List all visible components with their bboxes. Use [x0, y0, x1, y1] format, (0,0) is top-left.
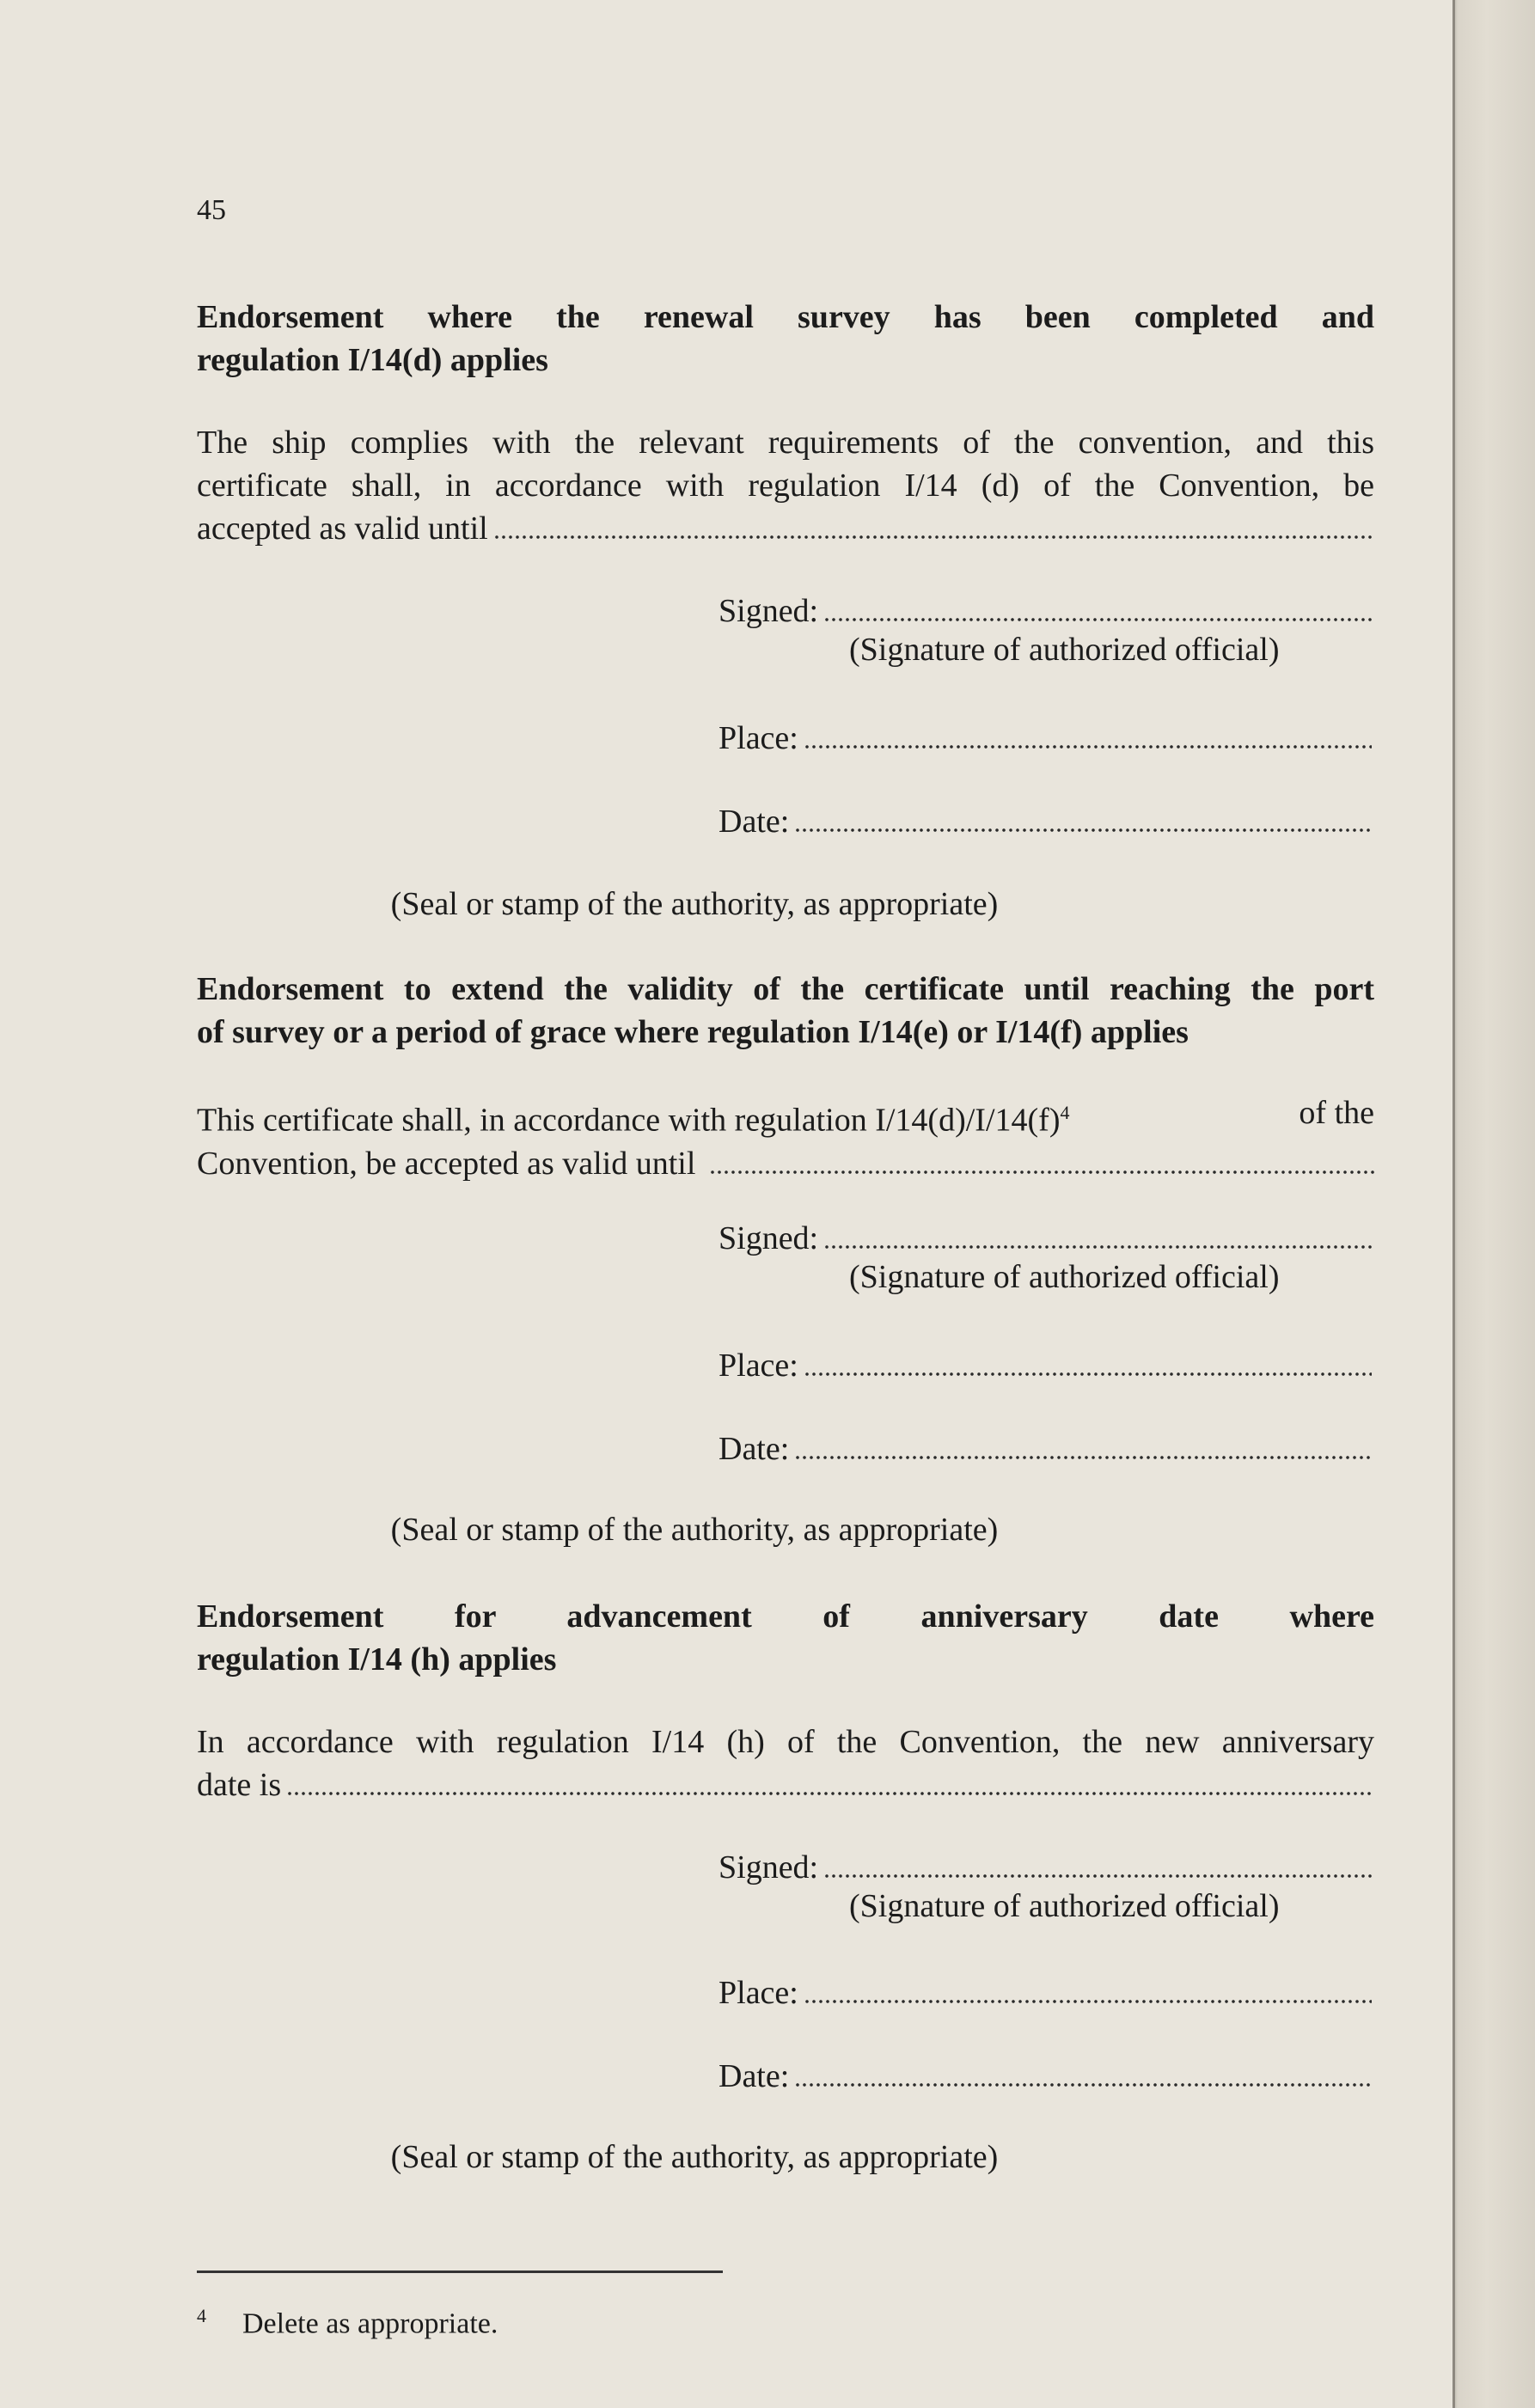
date-label: Date: — [719, 2058, 790, 2094]
valid-until-field[interactable] — [197, 507, 1374, 550]
heading-line: regulation I/14(d) applies — [197, 342, 548, 378]
section-paragraph — [197, 1720, 1374, 1806]
signed-label: Signed: — [719, 593, 819, 629]
dotted-fill-line — [823, 1873, 1372, 1879]
signed-field[interactable] — [719, 590, 1372, 633]
para-line: The ship complies with the relevant requirements of the convention, and this — [197, 425, 1374, 461]
page-number: 45 — [197, 194, 226, 226]
date-field[interactable] — [719, 800, 1372, 843]
section-heading — [197, 296, 1374, 382]
signature-caption: (Signature of authorized official) — [849, 1259, 1280, 1295]
dotted-fill-line — [804, 744, 1372, 749]
footnote — [197, 2305, 498, 2340]
date-label: Date: — [719, 1431, 790, 1467]
dotted-fill-line — [823, 617, 1372, 622]
signature-caption: (Signature of authorized official) — [849, 632, 1280, 668]
signed-label: Signed: — [719, 1220, 819, 1256]
seal-caption: (Seal or stamp of the authority, as appropriate) — [390, 1512, 999, 1548]
heading-line: Endorsement where the renewal survey has been completed and — [197, 299, 1374, 335]
footnote-ref: 4 — [1060, 1102, 1070, 1123]
heading-line: Endorsement for advancement of anniversary date where — [197, 1598, 1374, 1635]
date-label: Date: — [719, 804, 790, 840]
dotted-fill-line — [709, 1170, 1374, 1175]
dotted-fill-line — [794, 828, 1372, 833]
dotted-fill-line — [286, 1791, 1374, 1796]
anniversary-date-field[interactable] — [197, 1763, 1374, 1806]
signature-caption: (Signature of authorized official) — [849, 1888, 1280, 1924]
section-extend-validity — [197, 968, 1374, 1054]
para-line: In accordance with regulation I/14 (h) of the Convention, the new anniversary — [197, 1724, 1374, 1760]
field-label: date is — [197, 1767, 282, 1803]
place-label: Place: — [719, 1348, 798, 1384]
section-heading — [197, 968, 1374, 1054]
signed-field[interactable] — [719, 1846, 1372, 1889]
signed-field[interactable] — [719, 1217, 1372, 1260]
section-heading — [197, 1595, 1374, 1681]
footnote-separator — [197, 2270, 723, 2273]
heading-line: regulation I/14 (h) applies — [197, 1641, 557, 1678]
binding-line — [1452, 0, 1455, 2408]
footnote-text: Delete as appropriate. — [242, 2307, 498, 2340]
place-label: Place: — [719, 1975, 798, 2011]
date-field[interactable] — [719, 1427, 1372, 1470]
footnote-number: 4 — [197, 2305, 206, 2326]
place-field[interactable] — [719, 717, 1372, 760]
field-label: Convention, be accepted as valid until — [197, 1145, 696, 1182]
para-line: This certificate shall, in accordance with regulation I/14(d)/I/14(f)$^4$ — [197, 1102, 1070, 1139]
page-right-edge — [1452, 0, 1535, 2408]
field-label: accepted as valid until — [197, 510, 488, 547]
seal-caption: (Seal or stamp of the authority, as appropriate) — [390, 886, 999, 922]
signed-label: Signed: — [719, 1849, 819, 1885]
section-paragraph — [197, 1091, 1374, 1185]
dotted-fill-line — [493, 535, 1374, 540]
place-label: Place: — [719, 720, 798, 756]
place-field[interactable] — [719, 1971, 1372, 2014]
section-renewal-survey — [197, 296, 1374, 382]
dotted-fill-line — [794, 2082, 1372, 2087]
place-field[interactable] — [719, 1344, 1372, 1387]
dotted-fill-line — [794, 1455, 1372, 1460]
para-line: certificate shall, in accordance with regulation I/14 (d) of the Convention, be — [197, 468, 1374, 504]
dotted-fill-line — [804, 1999, 1372, 2004]
dotted-fill-line — [804, 1372, 1372, 1377]
heading-line: of survey or a period of grace where regulation I/14(e) or I/14(f) applies — [197, 1014, 1189, 1050]
date-field[interactable] — [719, 2055, 1372, 2098]
section-anniversary-date — [197, 1595, 1374, 1681]
heading-line: Endorsement to extend the validity of the certificate until reaching the port — [197, 971, 1374, 1007]
valid-until-field[interactable] — [197, 1142, 1374, 1185]
dotted-fill-line — [823, 1244, 1372, 1250]
section-paragraph — [197, 421, 1374, 550]
para-line: of the — [1299, 1095, 1374, 1131]
seal-caption: (Seal or stamp of the authority, as appropriate) — [390, 2139, 999, 2175]
